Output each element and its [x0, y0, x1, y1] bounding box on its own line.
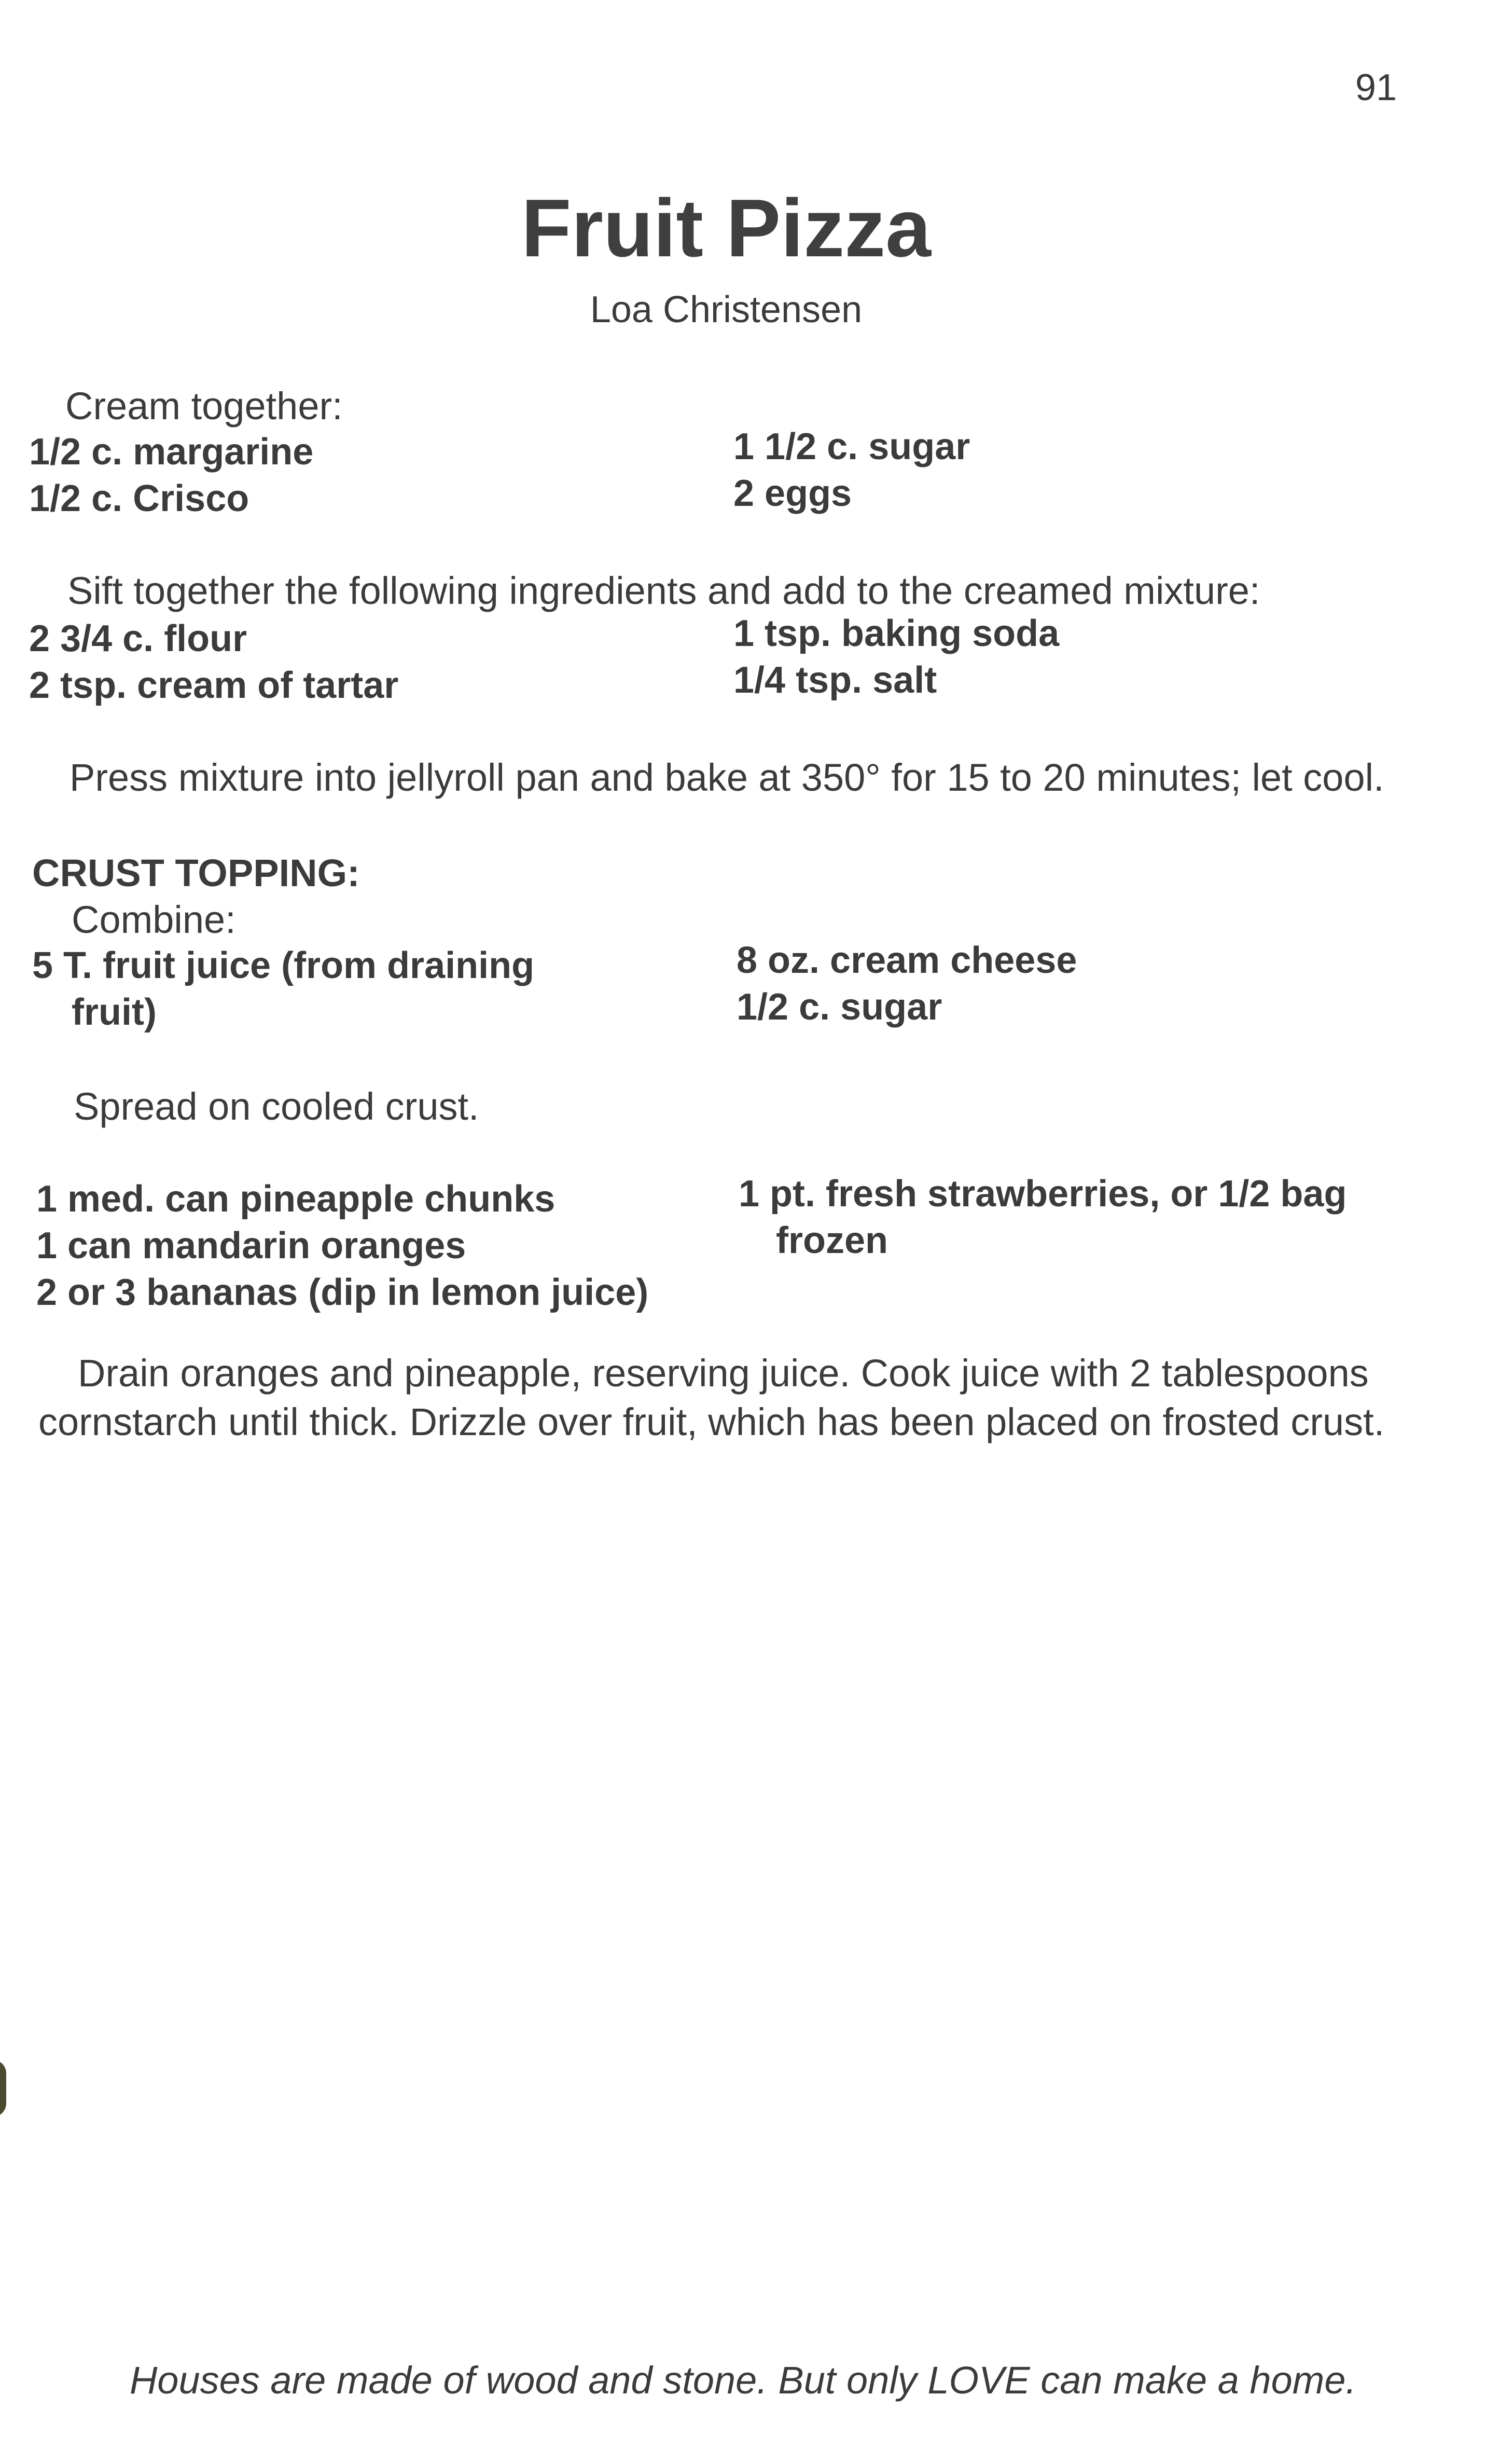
spread-note: Spread on cooled crust.	[74, 1085, 479, 1128]
recipe-author: Loa Christensen	[590, 289, 863, 331]
ingredient-flour: 2 3/4 c. flour	[29, 618, 247, 659]
crust-topping-heading: CRUST TOPPING:	[32, 851, 360, 894]
ingredient-sugar-topping: 1/2 c. sugar	[737, 986, 942, 1028]
ingredient-sugar: 1 1/2 c. sugar	[733, 426, 970, 467]
ingredient-baking-soda: 1 tsp. baking soda	[733, 613, 1060, 654]
ingredient-cream-of-tartar: 2 tsp. cream of tartar	[29, 665, 399, 706]
ingredient-fruit-juice: 5 T. fruit juice (from draining	[32, 945, 535, 986]
combine-note: Combine:	[72, 898, 236, 941]
ingredient-pineapple: 1 med. can pineapple chunks	[36, 1178, 555, 1220]
bake-note: Press mixture into jellyroll pan and bake at 350° for 15 to 20 minutes; let cool.	[70, 756, 1384, 799]
ingredient-strawberries-cont: frozen	[776, 1220, 888, 1261]
ingredient-mandarin-oranges: 1 can mandarin oranges	[36, 1225, 466, 1267]
ingredient-fruit-juice-cont: fruit)	[72, 992, 157, 1033]
final-paragraph	[38, 1349, 1439, 1447]
ingredient-eggs: 2 eggs	[733, 473, 852, 514]
cream-note: Cream together:	[65, 384, 343, 428]
ingredient-salt: 1/4 tsp. salt	[733, 659, 937, 701]
ingredient-crisco: 1/2 c. Crisco	[29, 478, 249, 519]
footer-quote: Houses are made of wood and stone. But only LOVE can make a home.	[129, 2359, 1357, 2402]
page-edge-mark	[0, 2060, 6, 2117]
ingredient-bananas: 2 or 3 bananas (dip in lemon juice)	[36, 1272, 649, 1313]
ingredient-margarine: 1/2 c. margarine	[29, 431, 314, 473]
final-paragraph-text: Drain oranges and pineapple, reserving juice. Cook juice with 2 tablespoons cornstarch until thick. Drizzle over fruit, which has been placed on frosted crust.	[38, 1352, 1385, 1443]
page-number: 91	[1355, 67, 1397, 108]
ingredient-strawberries: 1 pt. fresh strawberries, or 1/2 bag	[739, 1173, 1347, 1215]
sift-note: Sift together the following ingredients and add to the creamed mixture:	[67, 569, 1260, 612]
recipe-title: Fruit Pizza	[521, 183, 932, 274]
ingredient-cream-cheese: 8 oz. cream cheese	[737, 940, 1077, 981]
